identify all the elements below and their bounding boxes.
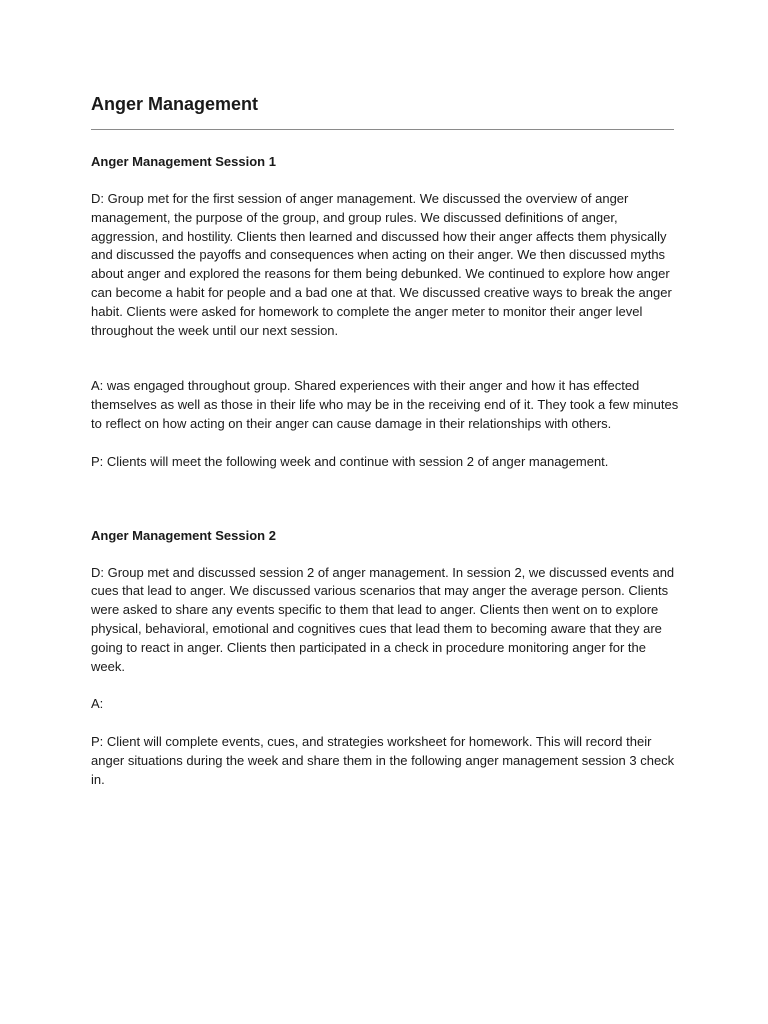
session-2-assessment: A: [91, 696, 104, 712]
session-2-plan: P: Client will complete events, cues, and strategies worksheet for homework. This will record their anger situations during the week and share them in the following anger management session 3 check in. [91, 734, 675, 787]
session-1-plan: P: Clients will meet the following week and continue with session 2 of anger management. [91, 453, 609, 469]
session-2-description: D: Group met and discussed session 2 of anger management. In session 2, we discussed events and cues that lead to anger. We discussed various scenarios that may anger the average person. Clients were asked to share any events specific to them that lead to anger. Clients then went on to explore physical, behavioral, emotional and cognitives cues that lead them to becoming aware that they are going to react in anger. Clients then participated in a check in procedure monitoring anger for the week. [91, 564, 675, 674]
session-1-description: D: Group met for the first session of anger management. We discussed the overview of anger management, the purpose of the group, and group rules. We discussed definitions of anger, aggression, and hostility. Clients then learned and discussed how their anger affects them physically and discussed the payoffs and consequences when acting on their anger. We then discussed myths about anger and explored the reasons for them being debunked. We continued to explore how anger can become a habit for people and a bad one at that. We discussed creative ways to break the anger habit. Clients were asked for homework to complete the anger meter to monitor their anger level throughout the week until our next session. [91, 191, 672, 338]
document-title: Anger Management [91, 94, 259, 114]
session-1 [91, 153, 681, 472]
session-2-heading: Anger Management Session 2 [91, 527, 276, 543]
session-2 [91, 527, 681, 790]
session-1-heading: Anger Management Session 1 [91, 154, 276, 169]
title-divider [91, 129, 674, 130]
session-1-assessment: A: was engaged throughout group. Shared experiences with their anger and how it has effected themselves as well as those in their life who may be in the receiving end of it. They took a few minutes to reflect on how acting on their anger can cause damage in their relationships with others. [91, 378, 679, 431]
document-page [91, 92, 681, 790]
